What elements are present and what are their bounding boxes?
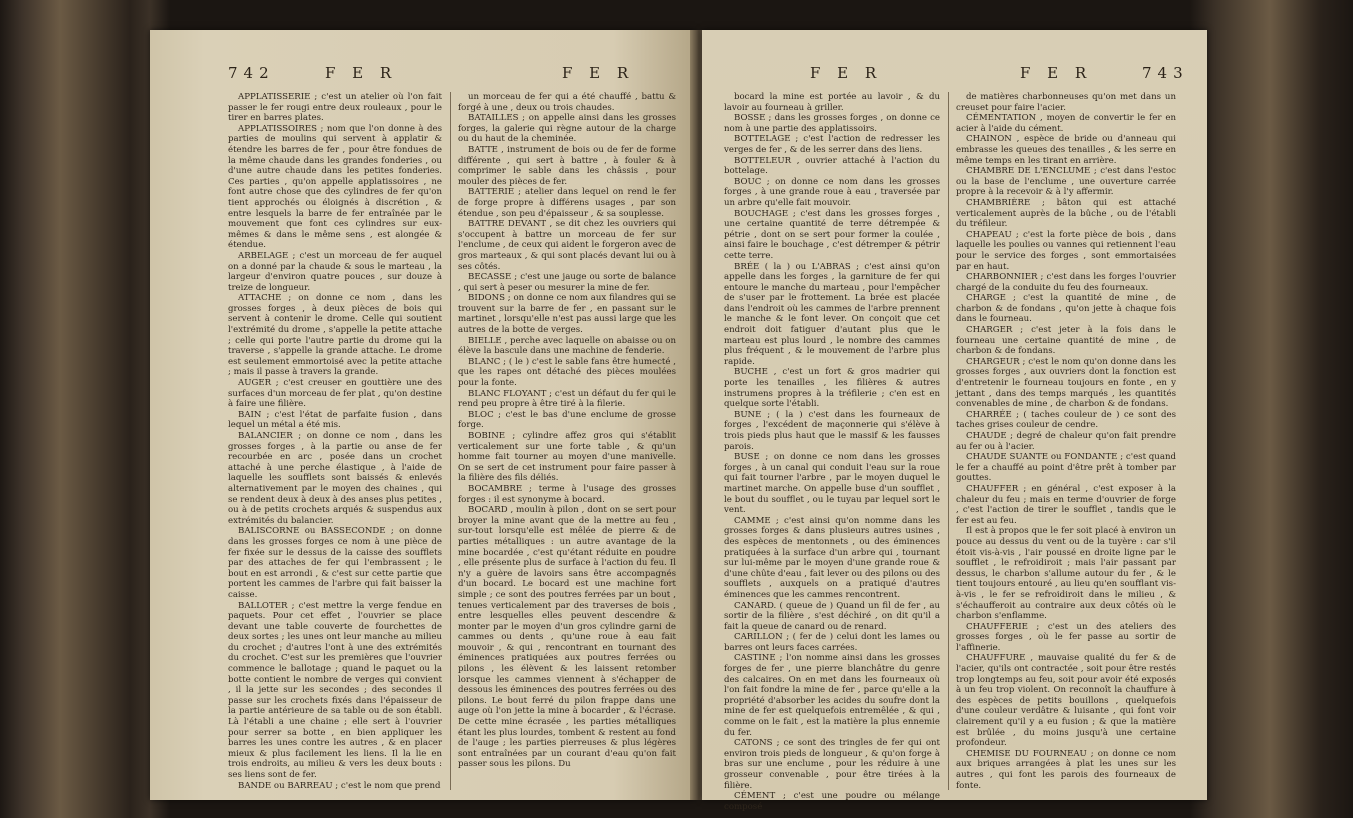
left-col2-running-head: F E R xyxy=(562,64,635,82)
right-page-header xyxy=(702,64,1207,86)
left-page-column-2 xyxy=(458,92,676,792)
dictionary-entry: Il est à propos que le fer soit placé à environ un pouce au dessus du vent ou de la tuyère : car s'il étoit vis-à-vis , l'air poussé en droite ligne par le soufflet , le refroidiroit ; mais l'air passant par dessus, le charbon s'allume autour du fer , & le tient toujours entouré , au lieu qu'en soufflant vis-à-vis , le fer se refroidiroit dans le milieu , & s'échaufferoit au contraire aux deux côtés où le charbon s'enflamme. xyxy=(956,526,1176,622)
dictionary-entry: BUSE ; on donne ce nom dans les grosses forges , à un canal qui conduit l'eau sur la roue qui fait tourner l'arbre , par le moyen duquel le martinet marche. On appelle buse d'un soufflet , le bout du soufflet , ou le tuyau par lequel sort le vent. xyxy=(724,452,940,516)
dictionary-entry: BUNE ; ( la ) c'est dans les fourneaux de forges , l'excédent de maçonnerie qui s'élève à trois pieds plus haut que le massif & les fausses parois. xyxy=(724,409,940,452)
dictionary-entry: CHAMBRIÈRE ; bâton qui est attaché verticalement auprès de la bûche , ou de l'établi du tréfileur. xyxy=(956,197,1176,230)
dictionary-entry: BOUC ; on donne ce nom dans les grosses forges , à une grande roue à eau , traversée par un arbre qu'elle fait mouvoir. xyxy=(724,176,940,208)
dictionary-entry: BOSSE ; dans les grosses forges , on donne ce nom à une partie des applatissoirs. xyxy=(724,113,940,134)
dictionary-entry: BATTERIE ; atelier dans lequel on rend le fer de forge propre à différens usages , par son étendue , son peu d'épaisseur , & sa souplesse. xyxy=(458,187,676,219)
dictionary-entry: CÉMENTATION , moyen de convertir le fer en acier à l'aide du cément. xyxy=(956,113,1176,134)
dictionary-entry: BOCAMBRE ; terme à l'usage des grosses forges : il est synonyme à bocard. xyxy=(458,483,676,505)
left-page-header xyxy=(150,64,695,86)
dictionary-entry: CHARGER ; c'est jeter à la fois dans le fourneau une certaine quantité de mine , de charbon & de fondans. xyxy=(956,325,1176,357)
dictionary-entry: APPLATISSOIRES ; nom que l'on donne à des parties de moulins qui servent à applatir & étendre les barres de fer , pour être fondues de la même chaude dans les grandes fonderies , ou d'une autre chaude dans les petites fonderies. Ces parties , qu'on appelle applatissoires , ne font autre chose que des cylindres de fer qu'on tient approchés ou éloignés à discrétion , & entre lesquels la barre de fer entraînée par le mouvement que font ces cylindres sur eux-mêmes & dans le même sens , est alongée & étendue. xyxy=(228,123,442,251)
dictionary-entry: CARILLON ; ( fer de ) celui dont les lames ou barres ont leurs faces carrées. xyxy=(724,632,940,653)
dictionary-entry: BOBINE ; cylindre affez gros qui s'établit verticalement sur une forte table , & qu'un homme fait tourner au moyen d'une manivelle. On se sert de cet instrument pour faire passer à la filière des fils déliés. xyxy=(458,431,676,484)
dictionary-entry: un morceau de fer qui a été chauffé , battu & forgé à une , deux ou trois chaudes. xyxy=(458,92,676,113)
page-number-left: 742 xyxy=(228,64,275,82)
dictionary-entry: BANDE ou BARREAU ; c'est le nom que prend xyxy=(238,780,441,791)
dictionary-entry: BALISCORNE ou BASSECONDE ; on donne dans les grosses forges ce nom à une pièce de fer fixée sur le dessus de la caisse des soufflets par des attaches de fer qui l'embrassent ; le bout en est arrondi , & c'est sur cette partie que portent les cammes de l'arbre qui fait baisser la caisse. xyxy=(228,526,442,600)
dictionary-entry: BOTTELEUR , ouvrier attaché à l'action du bottelage. xyxy=(724,155,940,177)
dictionary-entry: BOTTELAGE ; c'est l'action de redresser les verges de fer , & de les serrer dans des liens. xyxy=(724,134,940,155)
dictionary-entry: BLANC ; ( le ) c'est le sable fans être humecté , que les rapes ont détaché des pièces moulées pour la fonte. xyxy=(458,356,676,389)
dictionary-entry: BIELLE , perche avec laquelle on abaisse ou on élève la bascule dans une machine de fenderie. xyxy=(458,335,676,357)
column-rule xyxy=(450,92,451,790)
dictionary-entry: ARBELAGE ; c'est un morceau de fer auquel on a donné par la chaude & sous le marteau , la largeur d'environ quatre pouces , sur douze à treize de longueur. xyxy=(228,250,442,293)
dictionary-entry: CHARGE ; c'est la quantité de mine , de charbon & de fondans , qu'on jette à chaque fois dans le fourneau. xyxy=(956,293,1176,325)
dictionary-entry: APPLATISSERIE ; c'est un atelier où l'on fait passer le fer rougi entre deux rouleaux , pour le tirer en barres plates. xyxy=(228,92,442,124)
dictionary-entry: CHAUFFURE , mauvaise qualité du fer & de l'acier, qu'ils ont contractée , soit pour être restés trop longtemps au feu, soit pour avoir été exposés à un feu trop violent. On reconnoît la chauffure à des espèces de petits bouillons , quelquefois d'une couleur verdâtre & luisante , qui font voir clairement qu'il y a eu fusion ; & que la matière est brûlée , du moins jusqu'à une certaine profondeur. xyxy=(956,653,1176,749)
right-page-column-2 xyxy=(956,92,1176,792)
dictionary-entry: CHAINON , espèce de bride ou d'anneau qui embrasse les queues des tenailles , & les serre en même temps en les tirant en arrière. xyxy=(956,134,1176,166)
dictionary-entry: CÉMENT ; c'est une poudre ou mélange composé xyxy=(724,791,940,812)
left-col1-running-head: F E R xyxy=(325,64,398,82)
dictionary-entry: CAMME ; c'est ainsi qu'on nomme dans les grosses forges & dans plusieurs autres usines , des espèces de mentonnets , ou des éminences pratiquées à la surface d'un arbre qui , tournant sur lui-même par le moyen d'une grande roue & d'une chûte d'eau , fait lever ou des pilons ou des soufflets , auxquels on a pratiqué d'autres éminences que les cammes rencontrent. xyxy=(724,515,941,600)
dictionary-entry: ATTACHE ; on donne ce nom , dans les grosses forges , à deux pièces de bois qui servent à contenir le drome. Celle qui soutient l'extrémité du drome , s'appelle la petite attache ; celle qui porte l'autre partie du drome qui la traverse , s'appelle la grande attache. Le drome est seulement emmortoisé avec la petite attache ; mais il passe à travers la grande. xyxy=(228,293,442,378)
right-page-column-1 xyxy=(724,92,941,812)
dictionary-entry: CHARRÉE ; ( taches couleur de ) ce sont des taches grises couleur de cendre. xyxy=(956,409,1176,431)
right-page xyxy=(702,30,1207,812)
dictionary-entry: CANARD. ( queue de ) Quand un fil de fer , au sortir de la filière , s'est déchiré , on dit qu'il a fait la queue de canard ou de renard. xyxy=(724,600,940,632)
dictionary-entry: BRÉE ( la ) ou L'ABRAS ; c'est ainsi qu'on appelle dans les forges , la garniture de fer qui entoure le manche du marteau , pour l'empêcher de s'user par le frottement. La brée est placée dans l'endroit où les cammes de l'arbre prennent le manche & le font lever. On conçoit que cet endroit doit fatiguer d'autant plus que le marteau est plus lourd , le nombre des cammes plus fréquent , & le mouvement de l'arbre plus rapide. xyxy=(724,261,940,367)
dictionary-entry: BATTE , instrument de bois ou de fer de forme différente , qui sert à battre , à fouler & à comprimer le sable dans les châssis , pour mouler des pièces de fer. xyxy=(458,144,676,187)
dictionary-entry: BECASSE ; c'est une jauge ou sorte de balance , qui sert à peser ou mesurer la mine de fer. xyxy=(458,272,676,293)
dictionary-entry: BATAILLES ; on appelle ainsi dans les grosses forges, la galerie qui règne autour de la charge ou du haut de la cheminée. xyxy=(458,113,676,145)
dictionary-entry: CHAUFFERIE ; c'est un des ateliers des grosses forges , où le fer passe au sortir de l'affinerie. xyxy=(956,621,1176,653)
dictionary-entry: CHAUFFER ; en général , c'est exposer à la chaleur du feu ; mais en terme d'ouvrier de forge , c'est l'action de tirer le soufflet , tandis que le fer est au feu. xyxy=(956,483,1176,526)
dictionary-entry: BLOC ; c'est le bas d'une enclume de grosse forge. xyxy=(458,409,676,431)
dictionary-entry: AUGER ; c'est creuser en gouttière une des surfaces d'un morceau de fer plat , qu'on destine à faire une filière. xyxy=(228,378,442,410)
page-number-right: 743 xyxy=(1142,64,1189,82)
left-page-column-1 xyxy=(228,92,442,792)
dictionary-entry: bocard la mine est portée au lavoir , & du lavoir au fourneau à griller. xyxy=(724,92,940,113)
dictionary-entry: CHEMISE DU FOURNEAU ; on donne ce nom aux briques arrangées à plat les unes sur les autres , qui font les parois des fourneaux de fonte. xyxy=(956,748,1176,791)
dictionary-entry: CHAUDE SUANTE ou FONDANTE ; c'est quand le fer a chauffé au point d'être prêt à tomber par gouttes. xyxy=(956,452,1176,484)
dictionary-entry: BATTRE DEVANT , se dit chez les ouvriers qui s'occupent à battre un morceau de fer sur l'enclume , de ceux qui aident le forgeron avec de gros marteaux , & qui sont placés devant lui ou à ses côtés. xyxy=(458,219,676,272)
dictionary-entry: BAIN ; c'est l'état de parfaite fusion , dans lequel un métal a été mis. xyxy=(228,409,442,431)
dictionary-entry: BALANCIER ; on donne ce nom , dans les grosses forges , à la partie ou anse de fer recourbée en arc , posée dans un crochet attaché à une perche élastique , à l'aide de laquelle les soufflets sont baissés & enlevés alternativement par le moyen des chaines , qui se rendent deux à deux à des anses plus petites , ou à de petits crochets arqués & suspendus aux extrémités du balancier. xyxy=(228,431,442,526)
dictionary-entry: de matières charbonneuses qu'on met dans un creuset pour faire l'acier. xyxy=(956,92,1176,113)
dictionary-entry: BALLOTER ; c'est mettre la verge fendue en paquets. Pour cet effet , l'ouvrier se place devant une table couverte de fourchettes de deux sortes ; les unes ont leur manche au milieu du crochet ; d'autres l'ont à une des extrémités du crochet. C'est sur les premières que l'ouvrier commence le ballotage ; quand le paquet ou la botte contient le nombre de verges qui convient , il la jette sur les secondes ; des secondes il passe sur les crochets fixés dans l'épaisseur de la partie antérieure de sa table ou de son établi. Là l'établi a une chaine ; elle sert à l'ouvrier pour serrer sa botte , en bien appliquer les barres les unes contre les autres , & en placer mieux & plus facilement les liens. Il la lie en trois endroits, au milieu & vers les deux bouts : ses liens sont de fer. xyxy=(228,600,442,780)
dictionary-entry: CHARGEUR ; c'est le nom qu'on donne dans les grosses forges , aux ouvriers dont la fonction est d'entretenir le fourneau toujours en fonte , en y jettant , dans des temps marqués , les quantités convenables de mine , de charbon & de fondans. xyxy=(956,356,1176,410)
left-page xyxy=(150,30,695,800)
dictionary-entry: CHAPEAU ; c'est la forte pièce de bois , dans laquelle les poulies ou vannes qui retiennent l'eau pour le service des forges , sont emmortaisées par en haut. xyxy=(956,229,1176,272)
dictionary-entry: BOCARD , moulin à pilon , dont on se sert pour broyer la mine avant que de la mettre au feu , sur-tout lorsqu'elle est mêlée de pierre & de parties métalliques : un autre avantage de la mine bocardée , c'est qu'étant réduite en poudre , elle présente plus de surface à l'action du feu. Il n'y a guère de lavoirs sans être accompagnés d'un bocard. Le bocard est une machine fort simple ; ce sont des poutres ferrées par un bout , tenues verticalement par des traverses de bois , entre lesquelles elles peuvent descendre & monter par le moyen d'un gros cylindre garni de cammes ou dents , qu'une roue à eau fait mouvoir , & qui , rencontrant en tournant des éminences pratiquées aux poutres ferrées ou pilons , les élèvent & les laissent retomber lorsque les cammes viennent à s'échapper de dessous les éminences des poutres ferrées ou des pilons. Le bout ferré du pilon frappe dans une auge où l'on jette la mine à bocarder , & l'écrase. De cette mine écrasée , les parties métalliques étant les plus lourdes, tombent & restent au fond de l'auge ; les parties pierreuses & plus légères sont entraînées par un courant d'eau qu'on fait passer sous les pilons. Du xyxy=(458,505,676,770)
dictionary-entry: CATONS ; ce sont des tringles de fer qui ont environ trois pieds de longueur , & qu'on forge à bras sur une enclume , pour les réduire à une grosseur convenable , pour être tirées à la filière. xyxy=(724,738,940,791)
dictionary-entry: CHAMBRE DE L'ENCLUME ; c'est dans l'estoc ou la base de l'enclume , une ouverture carrée propre à la recevoir & à l'y affermir. xyxy=(956,166,1176,198)
dictionary-entry: BUCHE , c'est un fort & gros madrier qui porte les tenailles , les filières & autres instrumens propres à la tréfilerie ; c'en est en quelque sorte l'établi. xyxy=(724,367,940,410)
column-rule xyxy=(948,92,949,790)
right-col2-running-head: F E R xyxy=(1020,64,1093,82)
dictionary-entry: BOUCHAGE ; c'est dans les grosses forges , une certaine quantité de terre détrempée & pétrie , dont on se sert pour former la coulée , ainsi faire le bouchage , c'est détremper & pétrir cette terre. xyxy=(724,208,940,261)
dictionary-entry: CHAUDE ; degré de chaleur qu'on fait prendre au fer ou à l'acier. xyxy=(956,431,1176,452)
dictionary-entry: BIDONS ; on donne ce nom aux filandres qui se trouvent sur la barre de fer , en passant sur le martinet , lorsqu'elle n'est pas aussi large que les autres de la botte de verges. xyxy=(458,293,676,336)
dictionary-entry: BLANC FLOYANT ; c'est un défaut du fer qui le rend peu propre à être tiré à la filerie. xyxy=(458,388,676,410)
right-col1-running-head: F E R xyxy=(810,64,883,82)
dictionary-entry: CASTINE ; l'on nomme ainsi dans les grosses forges de fer , une pierre blanchâtre du genre des calcaires. On en met dans les fourneaux où l'on fait fondre la mine de fer , parce qu'elle a la propriété d'absorber les acides du soufre dont la mine de fer est quelquefois entremêlée , & qui , comme on le fait , est la matière la plus ennemie du fer. xyxy=(724,653,940,738)
dictionary-entry: CHARBONNIER ; c'est dans les forges l'ouvrier chargé de la conduite du feu des fourneaux. xyxy=(956,272,1176,293)
